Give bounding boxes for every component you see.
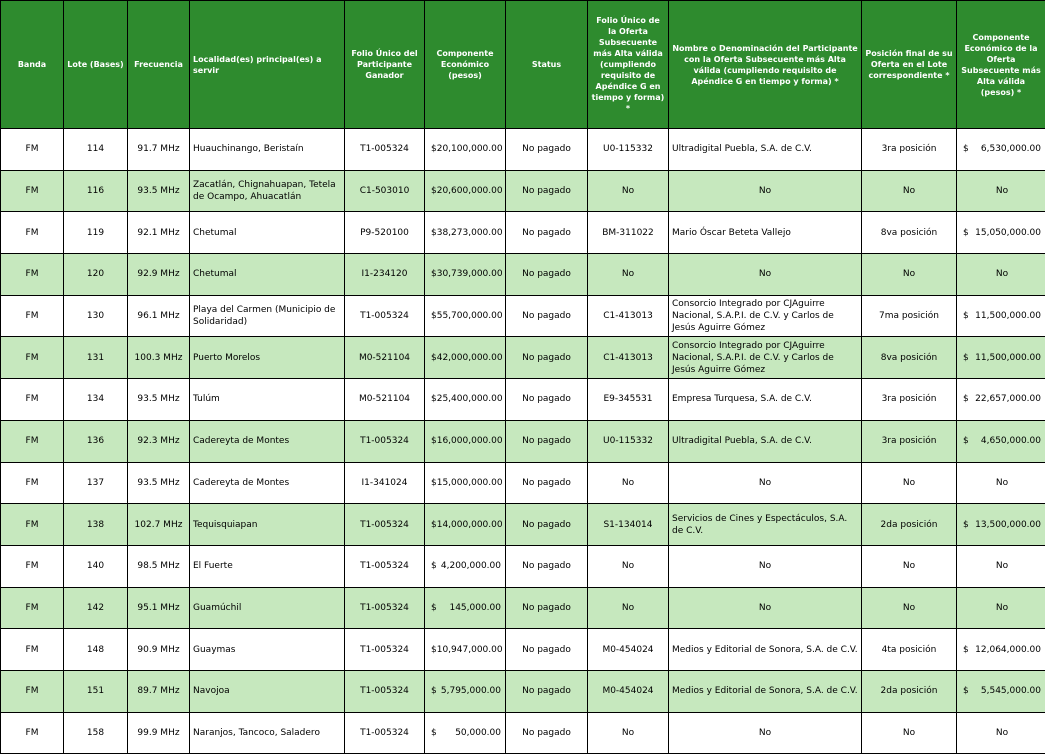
cell-posicion: No bbox=[862, 712, 957, 754]
cell-frecuencia: 92.9 MHz bbox=[128, 254, 190, 296]
cell-componente bbox=[425, 420, 506, 462]
cell-frecuencia: 102.7 MHz bbox=[128, 504, 190, 546]
header-banda: Banda bbox=[1, 1, 64, 129]
currency-symbol: $ bbox=[431, 685, 437, 697]
cell-componente-sub bbox=[957, 337, 1045, 379]
cell-banda: FM bbox=[1, 712, 64, 754]
cell-componente-sub-amount: 13,500,000.00 bbox=[975, 519, 1041, 531]
cell-folio-ganador: I1-234120 bbox=[345, 254, 425, 296]
cell-banda: FM bbox=[1, 462, 64, 504]
cell-frecuencia: 98.5 MHz bbox=[128, 545, 190, 587]
cell-localidad: Navojoa bbox=[190, 670, 345, 712]
cell-nombre: No bbox=[669, 170, 862, 212]
cell-localidad: Zacatlán, Chignahuapan, Tetela de Ocampo, Ahuacatlán bbox=[190, 170, 345, 212]
cell-componente bbox=[425, 129, 506, 171]
cell-status: No pagado bbox=[506, 670, 588, 712]
cell-componente bbox=[425, 504, 506, 546]
currency-symbol: $ bbox=[431, 352, 437, 364]
header-componente-sub: Componente Económico de la Oferta Subsecuente más Alta válida (pesos) * bbox=[957, 1, 1045, 129]
currency-symbol: $ bbox=[431, 227, 437, 239]
cell-folio-oferta: BM-311022 bbox=[588, 212, 669, 254]
currency-symbol: $ bbox=[963, 519, 969, 531]
cell-status: No pagado bbox=[506, 420, 588, 462]
currency-symbol: $ bbox=[963, 435, 969, 447]
cell-status: No pagado bbox=[506, 295, 588, 337]
header-posicion: Posición final de su Oferta en el Lote correspondiente * bbox=[862, 1, 957, 129]
cell-nombre: Mario Óscar Beteta Vallejo bbox=[669, 212, 862, 254]
cell-banda: FM bbox=[1, 212, 64, 254]
currency-symbol: $ bbox=[431, 477, 437, 489]
cell-nombre: Consorcio Integrado por CJAguirre Nacional, S.A.P.I. de C.V. y Carlos de Jesús Aguirre Gómez bbox=[669, 295, 862, 337]
cell-lote: 134 bbox=[64, 379, 128, 421]
cell-componente bbox=[425, 254, 506, 296]
cell-banda: FM bbox=[1, 379, 64, 421]
cell-folio-oferta: C1-413013 bbox=[588, 337, 669, 379]
cell-componente-amount: 20,100,000.00 bbox=[437, 143, 503, 155]
table-row bbox=[1, 212, 1045, 254]
cell-folio-ganador: T1-005324 bbox=[345, 504, 425, 546]
cell-posicion: 4ta posición bbox=[862, 629, 957, 671]
cell-componente-sub: No bbox=[957, 545, 1045, 587]
header-folio-oferta: Folio Único de la Oferta Subsecuente más Alta válida (cumpliendo requisito de Apéndice G en tiempo y forma) * bbox=[588, 1, 669, 129]
cell-folio-oferta: No bbox=[588, 545, 669, 587]
cell-frecuencia: 95.1 MHz bbox=[128, 587, 190, 629]
cell-componente-sub bbox=[957, 670, 1045, 712]
cell-componente-amount: 145,000.00 bbox=[449, 602, 501, 614]
cell-posicion: 2da posición bbox=[862, 670, 957, 712]
cell-posicion: No bbox=[862, 587, 957, 629]
table-row bbox=[1, 170, 1045, 212]
cell-folio-ganador: T1-005324 bbox=[345, 629, 425, 671]
cell-componente-sub-amount: 12,064,000.00 bbox=[975, 644, 1041, 656]
cell-componente bbox=[425, 712, 506, 754]
cell-componente-amount: 15,000,000.00 bbox=[437, 477, 503, 489]
cell-componente-amount: 14,000,000.00 bbox=[437, 519, 503, 531]
cell-componente bbox=[425, 545, 506, 587]
table-header-row bbox=[1, 1, 1045, 129]
cell-folio-oferta: No bbox=[588, 712, 669, 754]
cell-lote: 120 bbox=[64, 254, 128, 296]
currency-symbol: $ bbox=[963, 143, 969, 155]
cell-banda: FM bbox=[1, 504, 64, 546]
cell-frecuencia: 91.7 MHz bbox=[128, 129, 190, 171]
cell-status: No pagado bbox=[506, 379, 588, 421]
cell-frecuencia: 89.7 MHz bbox=[128, 670, 190, 712]
cell-nombre: No bbox=[669, 712, 862, 754]
currency-symbol: $ bbox=[431, 143, 437, 155]
table-row bbox=[1, 670, 1045, 712]
currency-symbol: $ bbox=[431, 644, 437, 656]
cell-folio-ganador: T1-005324 bbox=[345, 545, 425, 587]
cell-folio-ganador: T1-005324 bbox=[345, 129, 425, 171]
table-row bbox=[1, 712, 1045, 754]
cell-posicion: 3ra posición bbox=[862, 129, 957, 171]
cell-banda: FM bbox=[1, 545, 64, 587]
header-localidad: Localidad(es) principal(es) a servir bbox=[190, 1, 345, 129]
cell-folio-ganador: T1-005324 bbox=[345, 712, 425, 754]
cell-frecuencia: 99.9 MHz bbox=[128, 712, 190, 754]
cell-banda: FM bbox=[1, 254, 64, 296]
currency-symbol: $ bbox=[963, 393, 969, 405]
cell-posicion: 3ra posición bbox=[862, 420, 957, 462]
cell-status: No pagado bbox=[506, 545, 588, 587]
cell-nombre: Medios y Editorial de Sonora, S.A. de C.V. bbox=[669, 670, 862, 712]
cell-posicion: 3ra posición bbox=[862, 379, 957, 421]
cell-posicion: No bbox=[862, 170, 957, 212]
currency-symbol: $ bbox=[431, 727, 437, 739]
cell-localidad: Huauchinango, Beristaín bbox=[190, 129, 345, 171]
cell-frecuencia: 92.1 MHz bbox=[128, 212, 190, 254]
currency-symbol: $ bbox=[431, 310, 437, 322]
currency-symbol: $ bbox=[431, 602, 437, 614]
cell-lote: 158 bbox=[64, 712, 128, 754]
cell-componente-sub-amount: 4,650,000.00 bbox=[981, 435, 1041, 447]
cell-banda: FM bbox=[1, 295, 64, 337]
cell-nombre: Ultradigital Puebla, S.A. de C.V. bbox=[669, 129, 862, 171]
cell-nombre: No bbox=[669, 254, 862, 296]
cell-status: No pagado bbox=[506, 170, 588, 212]
cell-frecuencia: 92.3 MHz bbox=[128, 420, 190, 462]
cell-componente-sub: No bbox=[957, 712, 1045, 754]
cell-folio-oferta: No bbox=[588, 254, 669, 296]
cell-lote: 119 bbox=[64, 212, 128, 254]
cell-componente bbox=[425, 295, 506, 337]
table-row bbox=[1, 379, 1045, 421]
cell-lote: 140 bbox=[64, 545, 128, 587]
cell-componente-sub: No bbox=[957, 587, 1045, 629]
cell-localidad: Guamúchil bbox=[190, 587, 345, 629]
cell-lote: 138 bbox=[64, 504, 128, 546]
cell-status: No pagado bbox=[506, 212, 588, 254]
cell-folio-oferta: U0-115332 bbox=[588, 420, 669, 462]
table-row bbox=[1, 462, 1045, 504]
currency-symbol: $ bbox=[431, 560, 437, 572]
cell-localidad: Cadereyta de Montes bbox=[190, 462, 345, 504]
cell-banda: FM bbox=[1, 420, 64, 462]
cell-componente-amount: 4,200,000.00 bbox=[441, 560, 501, 572]
cell-folio-ganador: M0-521104 bbox=[345, 379, 425, 421]
cell-posicion: 2da posición bbox=[862, 504, 957, 546]
cell-banda: FM bbox=[1, 670, 64, 712]
cell-status: No pagado bbox=[506, 504, 588, 546]
cell-status: No pagado bbox=[506, 254, 588, 296]
cell-componente bbox=[425, 462, 506, 504]
cell-banda: FM bbox=[1, 129, 64, 171]
cell-banda: FM bbox=[1, 587, 64, 629]
cell-lote: 142 bbox=[64, 587, 128, 629]
cell-localidad: Cadereyta de Montes bbox=[190, 420, 345, 462]
cell-folio-ganador: T1-005324 bbox=[345, 420, 425, 462]
cell-lote: 136 bbox=[64, 420, 128, 462]
table-row bbox=[1, 129, 1045, 171]
cell-folio-oferta: U0-115332 bbox=[588, 129, 669, 171]
currency-symbol: $ bbox=[963, 227, 969, 239]
cell-componente bbox=[425, 587, 506, 629]
cell-componente-sub bbox=[957, 629, 1045, 671]
cell-banda: FM bbox=[1, 170, 64, 212]
cell-status: No pagado bbox=[506, 129, 588, 171]
cell-componente-amount: 10,947,000.00 bbox=[437, 644, 503, 656]
cell-lote: 130 bbox=[64, 295, 128, 337]
cell-nombre: Consorcio Integrado por CJAguirre Nacional, S.A.P.I. de C.V. y Carlos de Jesús Aguirre Gómez bbox=[669, 337, 862, 379]
cell-nombre: No bbox=[669, 587, 862, 629]
cell-nombre: No bbox=[669, 462, 862, 504]
table-row bbox=[1, 629, 1045, 671]
cell-nombre: Servicios de Cines y Espectáculos, S.A. de C.V. bbox=[669, 504, 862, 546]
table-row bbox=[1, 337, 1045, 379]
cell-localidad: Chetumal bbox=[190, 212, 345, 254]
cell-folio-oferta: No bbox=[588, 587, 669, 629]
header-lote: Lote (Bases) bbox=[64, 1, 128, 129]
cell-nombre: Empresa Turquesa, S.A. de C.V. bbox=[669, 379, 862, 421]
cell-componente-sub-amount: 11,500,000.00 bbox=[975, 352, 1041, 364]
cell-componente-sub bbox=[957, 212, 1045, 254]
cell-componente-sub bbox=[957, 129, 1045, 171]
cell-posicion: No bbox=[862, 254, 957, 296]
cell-folio-ganador: I1-341024 bbox=[345, 462, 425, 504]
cell-posicion: 8va posición bbox=[862, 212, 957, 254]
cell-localidad: El Fuerte bbox=[190, 545, 345, 587]
currency-symbol: $ bbox=[963, 685, 969, 697]
cell-frecuencia: 93.5 MHz bbox=[128, 462, 190, 504]
cell-folio-oferta: No bbox=[588, 170, 669, 212]
cell-lote: 131 bbox=[64, 337, 128, 379]
cell-folio-ganador: T1-005324 bbox=[345, 670, 425, 712]
cell-folio-oferta: S1-134014 bbox=[588, 504, 669, 546]
cell-folio-oferta: C1-413013 bbox=[588, 295, 669, 337]
cell-componente-sub: No bbox=[957, 170, 1045, 212]
cell-folio-oferta: M0-454024 bbox=[588, 670, 669, 712]
cell-componente-sub bbox=[957, 379, 1045, 421]
cell-frecuencia: 100.3 MHz bbox=[128, 337, 190, 379]
currency-symbol: $ bbox=[431, 393, 437, 405]
currency-symbol: $ bbox=[963, 352, 969, 364]
cell-localidad: Chetumal bbox=[190, 254, 345, 296]
cell-componente-amount: 25,400,000.00 bbox=[437, 393, 503, 405]
currency-symbol: $ bbox=[963, 310, 969, 322]
header-status: Status bbox=[506, 1, 588, 129]
cell-componente bbox=[425, 212, 506, 254]
table-row bbox=[1, 545, 1045, 587]
cell-status: No pagado bbox=[506, 587, 588, 629]
cell-componente-sub: No bbox=[957, 462, 1045, 504]
cell-folio-oferta: E9-345531 bbox=[588, 379, 669, 421]
cell-posicion: No bbox=[862, 545, 957, 587]
cell-localidad: Guaymas bbox=[190, 629, 345, 671]
cell-localidad: Naranjos, Tancoco, Saladero bbox=[190, 712, 345, 754]
cell-lote: 114 bbox=[64, 129, 128, 171]
cell-status: No pagado bbox=[506, 462, 588, 504]
cell-posicion: 7ma posición bbox=[862, 295, 957, 337]
cell-frecuencia: 96.1 MHz bbox=[128, 295, 190, 337]
cell-localidad: Puerto Morelos bbox=[190, 337, 345, 379]
cell-status: No pagado bbox=[506, 712, 588, 754]
cell-frecuencia: 93.5 MHz bbox=[128, 170, 190, 212]
cell-localidad: Tequisquiapan bbox=[190, 504, 345, 546]
cell-nombre: No bbox=[669, 545, 862, 587]
cell-componente-amount: 38,273,000.00 bbox=[437, 227, 503, 239]
cell-componente-sub bbox=[957, 420, 1045, 462]
cell-componente-amount: 30,739,000.00 bbox=[437, 268, 503, 280]
header-frecuencia: Frecuencia bbox=[128, 1, 190, 129]
currency-symbol: $ bbox=[431, 268, 437, 280]
cell-componente-sub bbox=[957, 295, 1045, 337]
cell-nombre: Medios y Editorial de Sonora, S.A. de C.V. bbox=[669, 629, 862, 671]
cell-folio-ganador: T1-005324 bbox=[345, 587, 425, 629]
cell-componente-amount: 55,700,000.00 bbox=[437, 310, 503, 322]
cell-lote: 151 bbox=[64, 670, 128, 712]
table-row bbox=[1, 254, 1045, 296]
table-row bbox=[1, 420, 1045, 462]
cell-frecuencia: 90.9 MHz bbox=[128, 629, 190, 671]
cell-componente-amount: 16,000,000.00 bbox=[437, 435, 503, 447]
cell-componente-amount: 50,000.00 bbox=[455, 727, 501, 739]
table-row bbox=[1, 295, 1045, 337]
header-nombre: Nombre o Denominación del Participante con la Oferta Subsecuente más Alta válida (cumpliendo requisito de Apéndice G en tiempo y forma) * bbox=[669, 1, 862, 129]
cell-componente-amount: 20,600,000.00 bbox=[437, 185, 503, 197]
cell-posicion: 8va posición bbox=[862, 337, 957, 379]
cell-lote: 148 bbox=[64, 629, 128, 671]
cell-componente-sub-amount: 6,530,000.00 bbox=[981, 143, 1041, 155]
cell-componente-sub-amount: 5,545,000.00 bbox=[981, 685, 1041, 697]
cell-lote: 116 bbox=[64, 170, 128, 212]
header-folio-ganador: Folio Único del Participante Ganador bbox=[345, 1, 425, 129]
cell-componente bbox=[425, 170, 506, 212]
cell-componente-sub-amount: 22,657,000.00 bbox=[975, 393, 1041, 405]
header-componente: Componente Económico (pesos) bbox=[425, 1, 506, 129]
currency-symbol: $ bbox=[431, 185, 437, 197]
cell-componente-sub bbox=[957, 504, 1045, 546]
cell-localidad: Playa del Carmen (Municipio de Solidaridad) bbox=[190, 295, 345, 337]
cell-componente-amount: 5,795,000.00 bbox=[441, 685, 501, 697]
cell-folio-oferta: M0-454024 bbox=[588, 629, 669, 671]
cell-componente bbox=[425, 337, 506, 379]
cell-banda: FM bbox=[1, 337, 64, 379]
cell-localidad: Tulúm bbox=[190, 379, 345, 421]
cell-nombre: Ultradigital Puebla, S.A. de C.V. bbox=[669, 420, 862, 462]
cell-folio-ganador: P9-520100 bbox=[345, 212, 425, 254]
cell-status: No pagado bbox=[506, 629, 588, 671]
cell-componente-sub: No bbox=[957, 254, 1045, 296]
cell-folio-ganador: C1-503010 bbox=[345, 170, 425, 212]
cell-componente bbox=[425, 670, 506, 712]
cell-componente bbox=[425, 379, 506, 421]
cell-folio-ganador: M0-521104 bbox=[345, 337, 425, 379]
cell-componente-sub-amount: 15,050,000.00 bbox=[975, 227, 1041, 239]
cell-status: No pagado bbox=[506, 337, 588, 379]
cell-lote: 137 bbox=[64, 462, 128, 504]
currency-symbol: $ bbox=[431, 435, 437, 447]
cell-folio-ganador: T1-005324 bbox=[345, 295, 425, 337]
cell-folio-oferta: No bbox=[588, 462, 669, 504]
currency-symbol: $ bbox=[963, 644, 969, 656]
cell-banda: FM bbox=[1, 629, 64, 671]
table-row bbox=[1, 587, 1045, 629]
cell-frecuencia: 93.5 MHz bbox=[128, 379, 190, 421]
cell-componente-amount: 42,000,000.00 bbox=[437, 352, 503, 364]
cell-componente-sub-amount: 11,500,000.00 bbox=[975, 310, 1041, 322]
cell-posicion: No bbox=[862, 462, 957, 504]
currency-symbol: $ bbox=[431, 519, 437, 531]
table-row bbox=[1, 504, 1045, 546]
cell-componente bbox=[425, 629, 506, 671]
